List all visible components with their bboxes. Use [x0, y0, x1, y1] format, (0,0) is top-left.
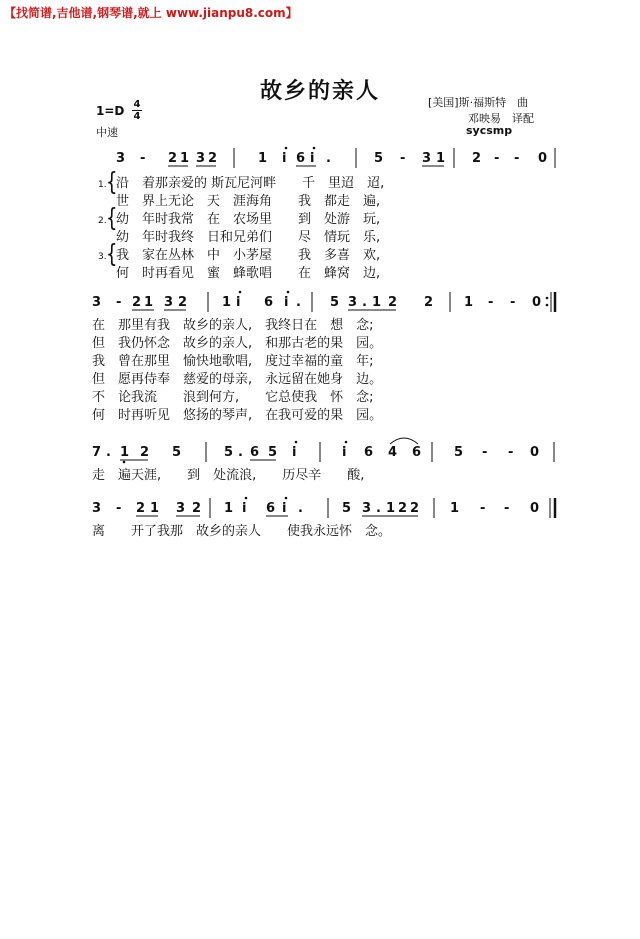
notation-row-2: [92, 290, 562, 312]
svg-text:i: i: [284, 295, 289, 310]
lyric-line: 在 那里有我 故乡的亲人, 我终日在 想 念;: [92, 318, 374, 333]
svg-text:2: 2: [168, 151, 178, 166]
svg-text:.: .: [362, 295, 367, 310]
uploader-credit: sycsmp: [466, 124, 513, 137]
svg-text:3: 3: [164, 295, 174, 310]
svg-text:-: -: [504, 501, 510, 516]
verse-label-3: 3.: [98, 252, 107, 262]
svg-text:0: 0: [530, 445, 540, 460]
svg-text:i: i: [282, 151, 287, 166]
verse-brace-2: {: [106, 203, 118, 234]
svg-text:1: 1: [180, 151, 190, 166]
svg-text:i: i: [242, 501, 247, 516]
svg-text:1: 1: [222, 295, 232, 310]
key-signature: 1=D: [96, 104, 125, 118]
time-signature: [132, 100, 142, 121]
lyric-line: 幼 年时我常 在 农场里 到 处游 玩,: [116, 212, 381, 227]
svg-text:2: 2: [136, 501, 146, 516]
svg-text:5: 5: [330, 295, 340, 310]
site-banner[interactable]: 【找简谱,吉他谱,钢琴谱,就上 www.jianpu8.com】: [4, 6, 298, 20]
svg-text:3: 3: [422, 151, 432, 166]
svg-text:-: -: [480, 501, 486, 516]
svg-text:3: 3: [92, 295, 102, 310]
svg-text:-: -: [482, 445, 488, 460]
svg-text:2: 2: [388, 295, 398, 310]
verse-label-2: 2.: [98, 216, 107, 226]
notation-svg-3: [92, 440, 562, 462]
svg-text:1: 1: [464, 295, 474, 310]
lyric-line: 我 曾在那里 愉快地歌唱, 度过幸福的童 年;: [92, 354, 374, 369]
lyric-line: 走 遍天涯, 到 处流浪, 历尽辛 酸,: [92, 468, 365, 483]
svg-text:6: 6: [264, 295, 274, 310]
svg-text:i: i: [236, 295, 241, 310]
lyric-line: 但 我仍怀念 故乡的亲人, 和那古老的果 园。: [92, 336, 383, 351]
svg-text:3: 3: [362, 501, 372, 516]
composer-credit: [美国]斯·福斯特 曲: [428, 96, 529, 109]
svg-text:-: -: [116, 501, 122, 516]
notation-svg-1: [92, 146, 562, 168]
svg-text:1: 1: [120, 445, 130, 460]
notation-row-1: [92, 146, 562, 168]
svg-text:-: -: [140, 151, 146, 166]
svg-text:-: -: [508, 445, 514, 460]
arranger-credit: 邓映易 译配: [468, 112, 534, 125]
svg-text:1: 1: [372, 295, 382, 310]
lyric-line: 但 愿再侍奉 慈爱的母亲, 永远留在她身 边。: [92, 372, 383, 387]
svg-text:6: 6: [250, 445, 260, 460]
svg-text:2: 2: [424, 295, 434, 310]
svg-text:1: 1: [450, 501, 460, 516]
svg-text:3: 3: [196, 151, 206, 166]
svg-text:0: 0: [538, 151, 548, 166]
svg-text:.: .: [238, 445, 243, 460]
svg-text:2: 2: [140, 445, 150, 460]
svg-text:i: i: [292, 445, 297, 460]
time-sig-top: 4: [133, 99, 141, 110]
svg-text:3: 3: [116, 151, 126, 166]
svg-text:6: 6: [412, 445, 422, 460]
svg-text:3: 3: [92, 501, 102, 516]
lyric-line: 幼 年时我终 日和兄弟们 尽 情玩 乐,: [116, 230, 381, 245]
verse-label-1: 1.: [98, 180, 107, 190]
svg-text:5: 5: [172, 445, 182, 460]
svg-text:2: 2: [192, 501, 202, 516]
svg-text:3: 3: [176, 501, 186, 516]
lyric-line: 世 界上无论 天 涯海角 我 都走 遍,: [116, 194, 381, 209]
svg-text:5: 5: [454, 445, 464, 460]
svg-text:5: 5: [224, 445, 234, 460]
lyric-line: 沿 着那亲爱的 斯瓦尼河畔 千 里迢 迢,: [116, 176, 385, 191]
svg-text:2: 2: [410, 501, 420, 516]
svg-text:2: 2: [472, 151, 482, 166]
song-title: 故乡的亲人: [259, 79, 380, 104]
notation-svg-2: [92, 290, 562, 312]
svg-text:1: 1: [144, 295, 154, 310]
lyric-line: 何 时再看见 蜜 蜂歌唱 在 蜂窝 边,: [116, 266, 381, 281]
svg-text:1: 1: [258, 151, 268, 166]
notation-row-3: [92, 440, 562, 462]
svg-text:7: 7: [92, 445, 102, 460]
svg-text:5: 5: [342, 501, 352, 516]
lyric-line: 离 开了我那 故乡的亲人 使我永远怀 念。: [92, 524, 392, 539]
svg-text:6: 6: [296, 151, 306, 166]
svg-text:5: 5: [374, 151, 384, 166]
svg-text:0: 0: [530, 501, 540, 516]
svg-text:-: -: [116, 295, 122, 310]
tempo-marking: 中速: [96, 126, 118, 139]
svg-text:i: i: [282, 501, 287, 516]
svg-text:0: 0: [532, 295, 542, 310]
svg-text:-: -: [488, 295, 494, 310]
svg-text:2: 2: [132, 295, 142, 310]
svg-text:i: i: [342, 445, 347, 460]
time-sig-bottom: 4: [133, 111, 141, 122]
svg-text:.: .: [326, 151, 331, 166]
svg-text:1: 1: [436, 151, 446, 166]
verse-brace-3: {: [106, 239, 118, 270]
svg-text:5: 5: [268, 445, 278, 460]
svg-text:i: i: [310, 151, 315, 166]
svg-text:4: 4: [388, 445, 398, 460]
svg-text:6: 6: [364, 445, 374, 460]
svg-text:6: 6: [266, 501, 276, 516]
svg-text:-: -: [510, 295, 516, 310]
lyric-line: 我 家在丛林 中 小茅屋 我 多喜 欢,: [116, 248, 381, 263]
notation-svg-4: [92, 496, 562, 518]
svg-text:2: 2: [208, 151, 218, 166]
svg-text:3: 3: [348, 295, 358, 310]
svg-text:1: 1: [150, 501, 160, 516]
svg-text:.: .: [106, 445, 111, 460]
svg-text:-: -: [400, 151, 406, 166]
lyric-line: 不 论我流 浪到何方, 它总使我 怀 念;: [92, 390, 374, 405]
lyric-line: 何 时再听见 悠扬的琴声, 在我可爱的果 园。: [92, 408, 383, 423]
notation-row-4: [92, 496, 562, 518]
svg-text:-: -: [494, 151, 500, 166]
svg-text:1: 1: [386, 501, 396, 516]
svg-text:-: -: [514, 151, 520, 166]
svg-text:.: .: [376, 501, 381, 516]
verse-brace-1: {: [106, 167, 118, 198]
svg-text:.: .: [296, 295, 301, 310]
svg-text:.: .: [298, 501, 303, 516]
svg-text:2: 2: [178, 295, 188, 310]
svg-text:2: 2: [398, 501, 408, 516]
svg-text:1: 1: [224, 501, 234, 516]
